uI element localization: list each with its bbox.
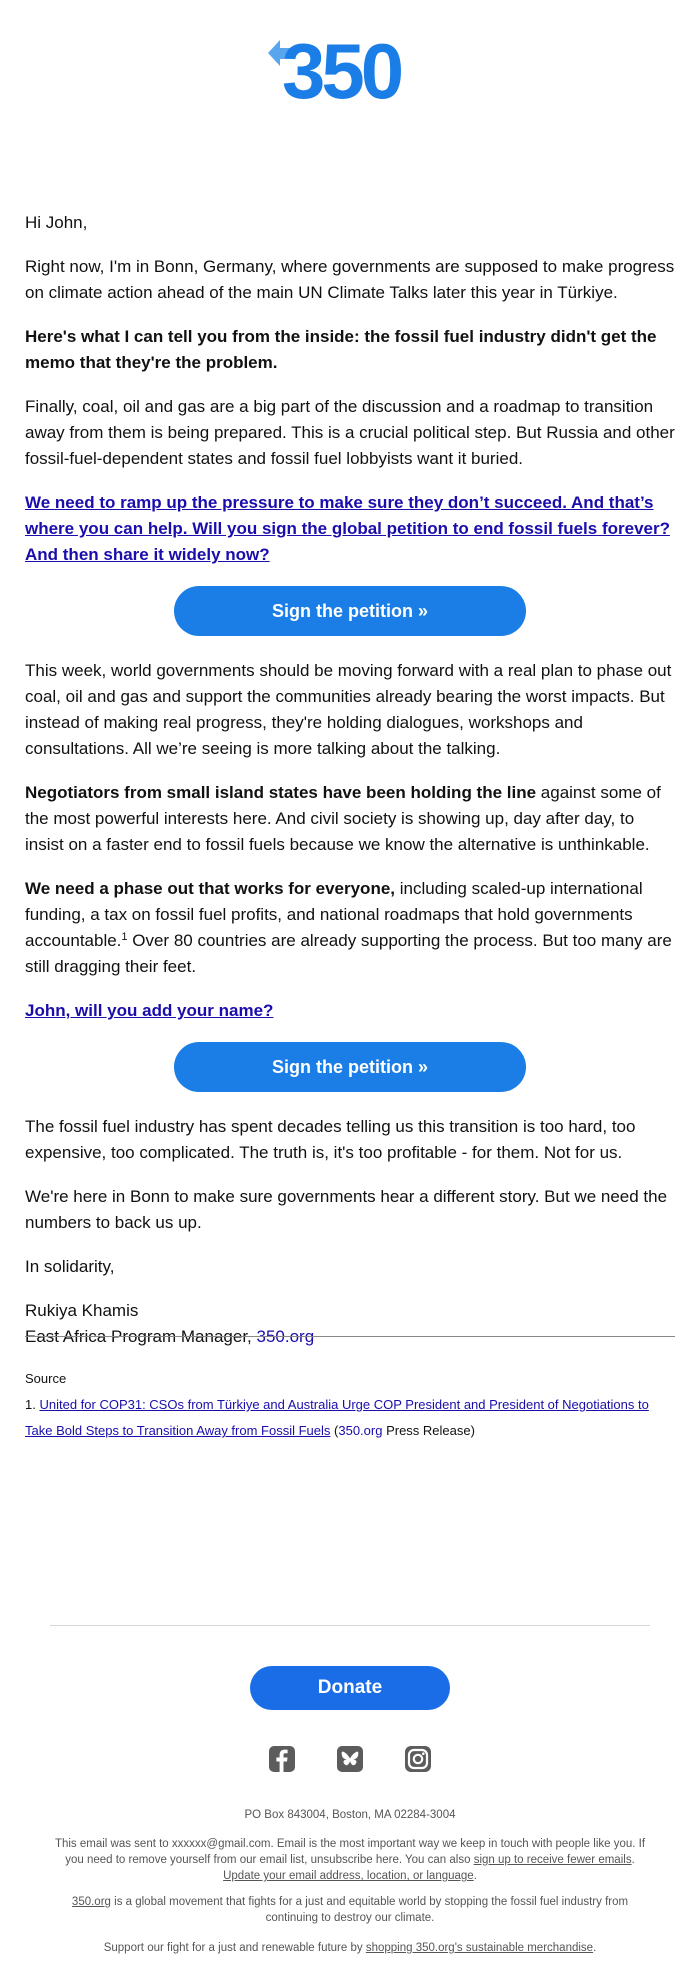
footnote-ref[interactable]: 1 [121,931,128,943]
paragraph-this-week: This week, world governments should be moving forward with a real plan to phase out coal, oil and gas and support the communities already bearing the worst impacts. But instead of making real progress, they're holding dialogues, workshops and consultations. All we’re seeing is more talking about the talking. [25,661,672,758]
phase-out-text-b: Over 80 countries are already supporting the process. But too many are still dragging their feet. [25,931,672,976]
petition-link-1[interactable]: We need to ramp up the pressure to make sure they don’t succeed. And that’s where you can help. Will you sign the global petition to end fossil fuels forever? And then share it widely now? [25,493,670,564]
source-title: Source [25,1371,67,1386]
footer-divider [50,1625,650,1626]
logo-graphic [268,32,438,102]
source-number: 1. [25,1397,40,1412]
sign-petition-button-2[interactable]: Sign the petition » [174,1042,526,1092]
source-item [25,1392,675,1444]
notice-text: This email was sent to xxxxxx@gmail.com. Email is the most important way we keep in touch with people like you. If you need to remove yourself from our email list, unsubscribe here. You can also [54,1838,646,1866]
source-suffix: Press Release) [382,1423,475,1438]
bluesky-icon[interactable] [336,1745,364,1773]
footer-address: PO Box 843004, Boston, MA 02284-3004 [244,1809,456,1821]
signer-name: Rukiya Khamis [25,1301,139,1320]
source-section [25,1366,675,1444]
support-text: Support our fight for a just and renewable future by [103,1942,366,1954]
notice-end: . [473,1870,477,1882]
signer-org-link[interactable]: 350.org [256,1327,315,1346]
phase-out-bold: We need a phase out that works for everyone, [25,879,396,898]
button-wrap-2 [25,1042,675,1092]
about-org-link[interactable]: 350.org [71,1896,111,1908]
button-wrap-1 [25,586,675,636]
brand-logo[interactable] [268,32,438,102]
paragraph-intro: Right now, I'm in Bonn, Germany, where governments are supposed to make progress on climate action ahead of the main UN Climate Talks later this year in Türkiye. [25,257,675,302]
paragraph-cta-2 [25,998,675,1024]
phase-out-text-a: including scaled-up international funding, a tax on fossil fuel profits, and national roadmaps that hold governments accountable. [25,879,643,950]
negotiators-bold: Negotiators from small island states have been holding the line [25,783,537,802]
divider [25,1336,675,1337]
about-text: is a global movement that fights for a just and equitable world by stopping the fossil fuel industry from continuing to destroy our climate. [110,1896,629,1924]
social-links [0,1745,700,1773]
fewer-emails-link[interactable]: sign up to receive fewer emails [473,1854,632,1866]
footer-about [50,1894,650,1926]
source-link[interactable]: United for COP31: CSOs from Türkiye and Australia Urge COP President and President of Negotiations to Take Bold Steps to Transition Away from Fossil Fuels [25,1397,649,1438]
footer-support [50,1940,650,1956]
negotiators-rest: against some of the most powerful interests here. And civil society is showing up, day after day, to insist on a faster end to fossil fuels because we know the alternative is unthinkable. [25,783,661,854]
instagram-icon[interactable] [404,1745,432,1773]
donate-button[interactable]: Donate [250,1666,450,1710]
paragraph-phase-out [25,876,675,980]
logo-text: 350 [282,32,401,102]
source-org-link[interactable]: 350.org [338,1423,383,1438]
notice-sep: . [631,1854,635,1866]
signature [25,1298,675,1350]
greeting: Hi John, [25,213,88,232]
signer-title: East Africa Program Manager, [25,1327,257,1346]
support-end: . [593,1942,597,1954]
paragraph-negotiators [25,780,675,858]
sign-petition-button-1[interactable]: Sign the petition » [174,586,526,636]
paragraph-roadmap: Finally, coal, oil and gas are a big part of the discussion and a roadmap to transition away from them is being prepared. This is a crucial political step. But Russia and other fossil-fuel-dependent states and fossil fuel lobbyists want it buried. [25,397,675,468]
email-body [25,210,675,1368]
update-preferences-link[interactable]: Update your email address, location, or language [223,1870,474,1882]
facebook-icon[interactable] [268,1745,296,1773]
paragraph-bonn: We're here in Bonn to make sure governments hear a different story. But we need the numbers to back us up. [25,1187,668,1232]
paragraph-cta-1 [25,490,675,568]
closing: In solidarity, [25,1257,115,1276]
add-name-link[interactable]: John, will you add your name? [25,1001,274,1020]
paragraph-industry: The fossil fuel industry has spent decades telling us this transition is too hard, too expensive, too complicated. The truth is, it's too profitable - for them. Not for us. [25,1117,636,1162]
footer-notice [50,1836,650,1884]
paragraph-inside: Here's what I can tell you from the inside: the fossil fuel industry didn't get the memo that they're the problem. [25,327,657,372]
source-paren: ( [330,1423,339,1438]
merchandise-link[interactable]: shopping 350.org's sustainable merchandise [365,1942,594,1954]
